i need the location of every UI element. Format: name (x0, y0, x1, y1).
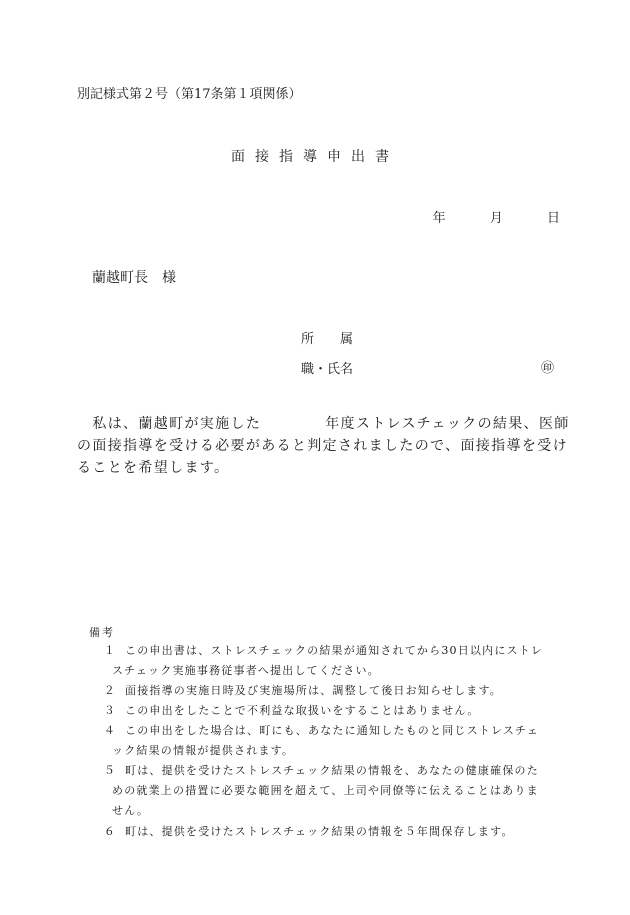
seal-mark: ㊞ (541, 361, 555, 376)
remark-item (95, 822, 575, 842)
remark-number: ６ (103, 825, 117, 838)
remark-text: この申出書は、ストレスチェックの結果が通知されてから30日以内にストレ (125, 644, 544, 657)
remark-number: ３ (103, 704, 117, 717)
body-line-1-end: 年度ストレスチェックの結果、医師 (325, 416, 570, 432)
remark-item (95, 761, 575, 821)
remark-text: この申出をしたことで不利益な取扱いをすることはありません。 (125, 704, 480, 717)
remark-item (95, 701, 575, 721)
remark-text: 町は、提供を受けたストレスチェック結果の情報を５年間保存します。 (125, 825, 514, 838)
body-line-1 (77, 413, 570, 435)
remark-text: この申出をした場合は、町にも、あなたに通知したものと同じストレスチェ (125, 724, 539, 737)
remark-text-cont: ック結果の情報が提供されます。 (112, 744, 295, 757)
body-line-2: の面接指導を受ける必要があると判定されましたので、面接指導を受け (77, 438, 568, 454)
body-line-3: ることを希望します。 (77, 460, 230, 476)
remarks-heading: 備考 (89, 626, 115, 639)
date-line (433, 207, 560, 226)
remark-item (95, 681, 575, 701)
month-label: 月 (489, 211, 503, 226)
affiliation-label: 所 属 (301, 332, 354, 347)
document-title: 面接指導申出書 (231, 149, 399, 165)
addressee: 蘭越町長 様 (92, 270, 176, 286)
day-label: 日 (546, 211, 560, 226)
form-number: 別記様式第２号（第17条第１項関係） (77, 87, 302, 102)
request-body (77, 413, 570, 479)
body-line-1-start: 私は、蘭越町が実施した (77, 416, 262, 432)
remark-item (95, 721, 575, 761)
remark-number: ２ (103, 684, 117, 697)
remark-item (95, 641, 575, 681)
remark-text-cont: めの就業上の措置に必要な範囲を超えて、上司や同僚等に伝えることはありま (112, 784, 539, 797)
remark-number: １ (103, 644, 117, 657)
remark-text-cont: せん。 (112, 804, 150, 817)
remark-text: 町は、提供を受けたストレスチェック結果の情報を、あなたの健康確保のた (125, 764, 539, 777)
name-label: 職・氏名 (301, 362, 354, 377)
remark-number: ４ (103, 724, 117, 737)
year-label: 年 (432, 211, 446, 226)
remark-text-cont: スチェック実施事務従事者へ提出してください。 (112, 664, 380, 677)
remark-number: ５ (103, 764, 117, 777)
remark-text: 面接指導の実施日時及び実施場所は、調整して後日お知らせします。 (125, 684, 502, 697)
